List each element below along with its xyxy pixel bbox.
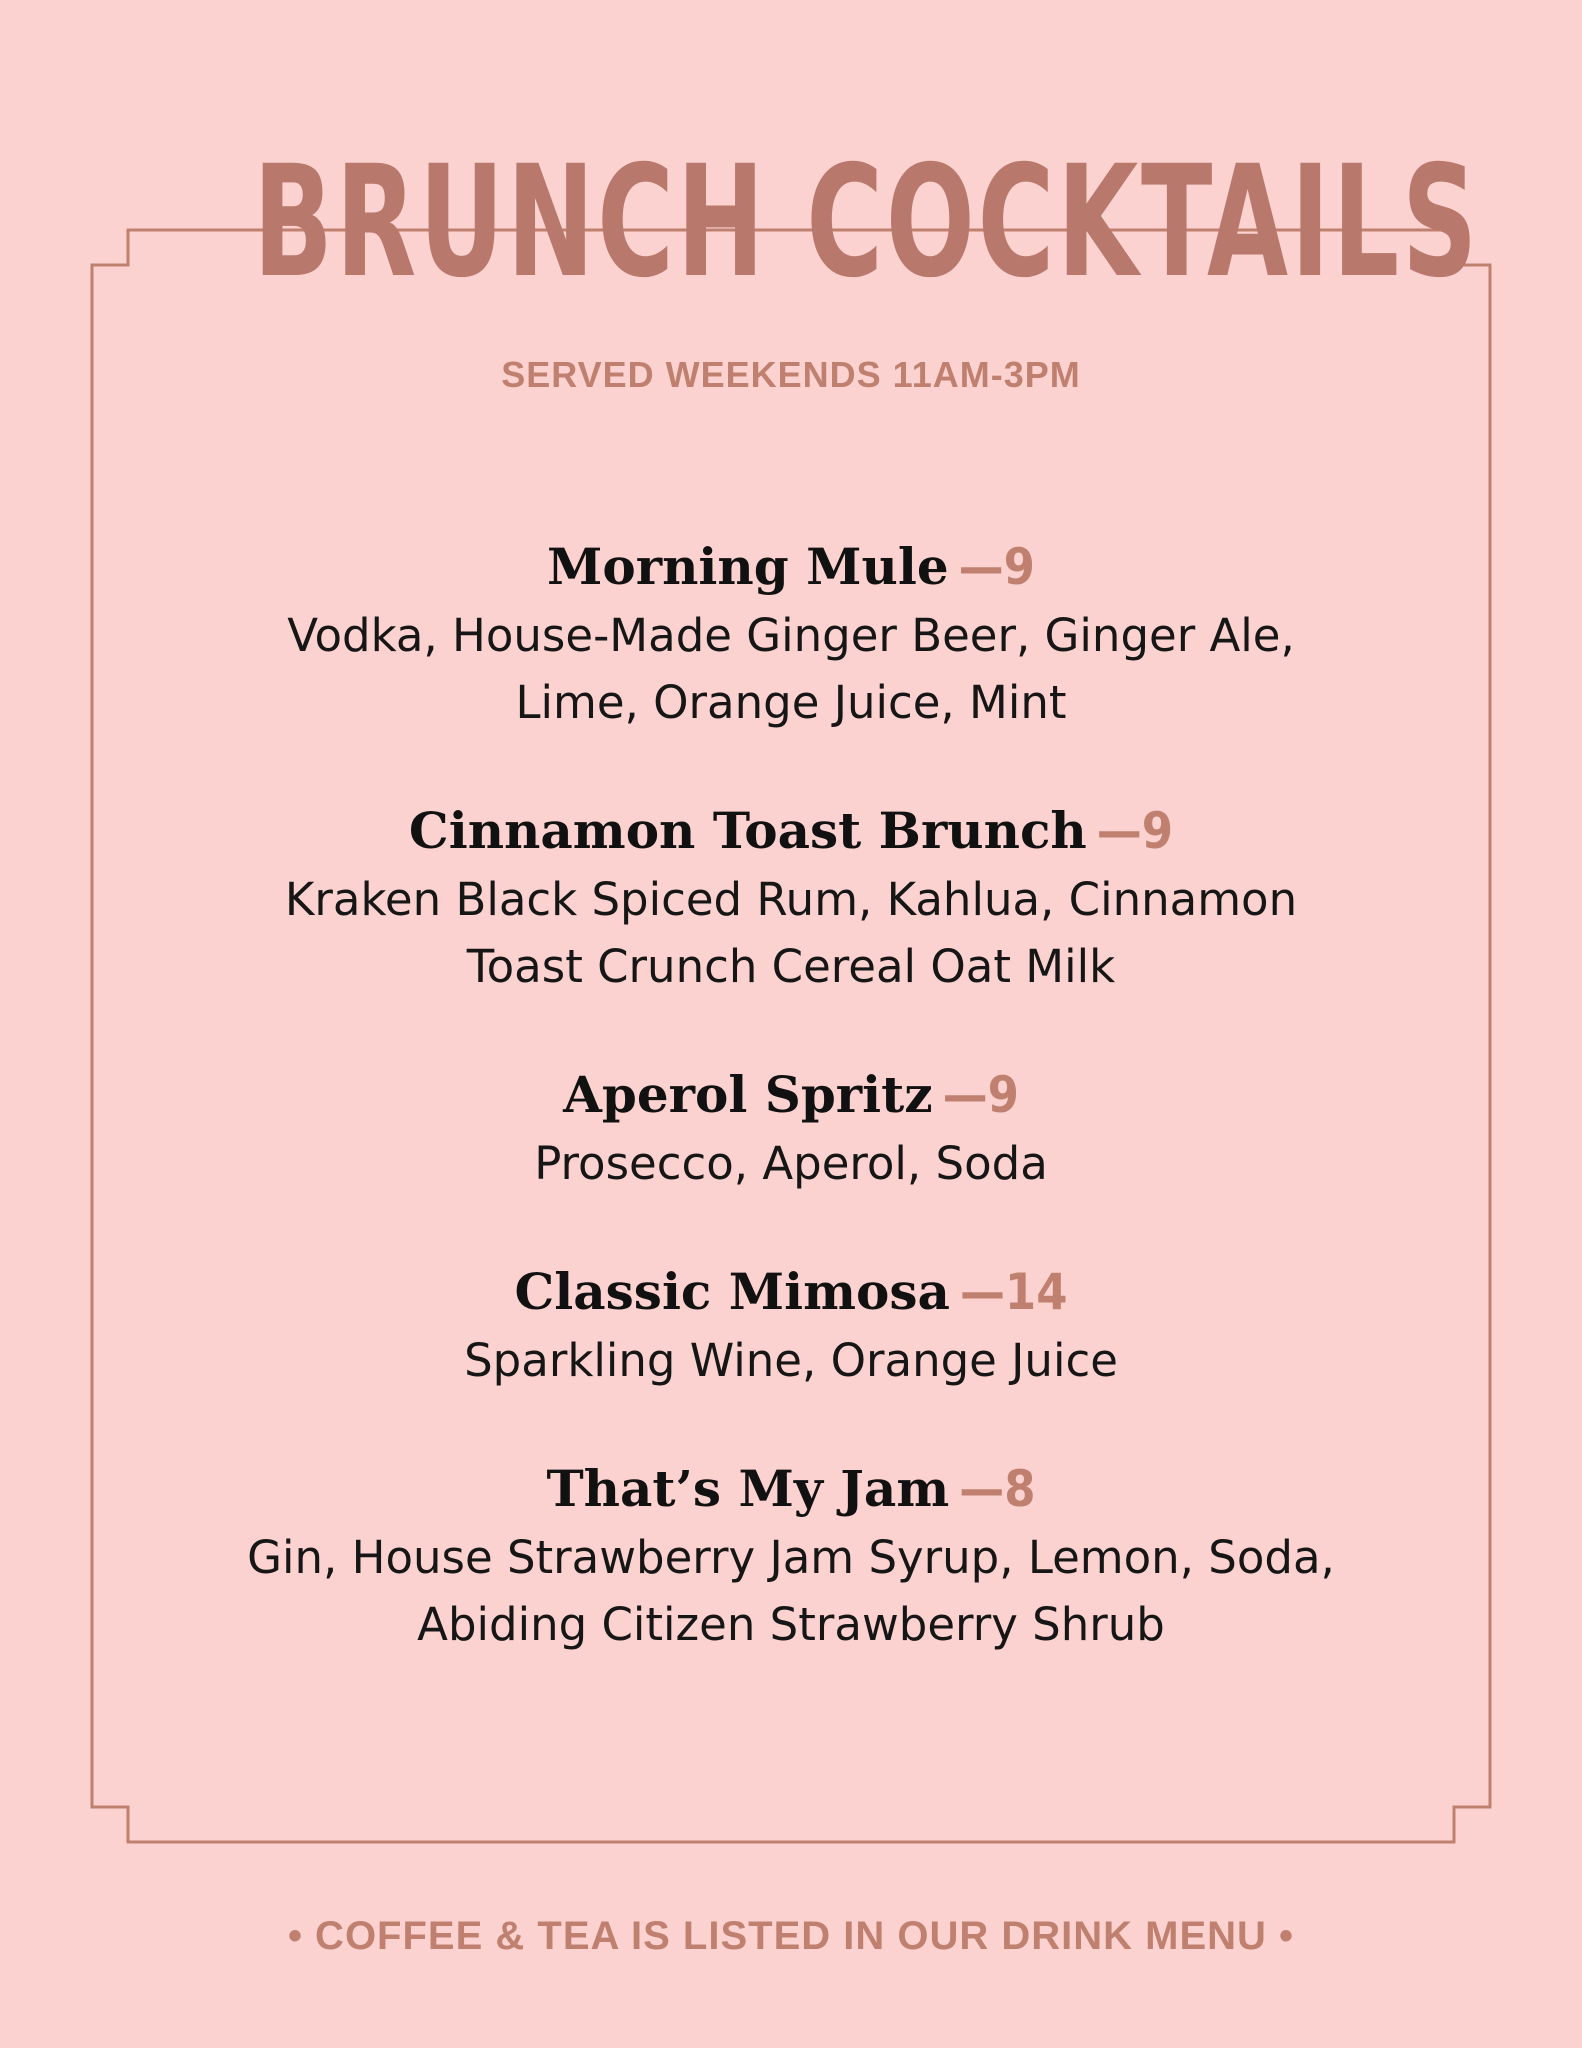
service-hours: SERVED WEEKENDS 11AM-3PM	[501, 354, 1081, 395]
item-description: Gin, House Strawberry Jam Syrup, Lemon, Soda, Abiding Citizen Strawberry Shrub	[247, 1531, 1335, 1651]
item-name: That’s My Jam	[546, 1459, 950, 1518]
cocktail-list	[0, 532, 1582, 1658]
item-price: —9	[942, 1066, 1019, 1124]
menu-item	[0, 796, 1582, 1000]
menu-item	[0, 1257, 1582, 1394]
menu-item	[0, 532, 1582, 736]
item-price: —14	[959, 1263, 1068, 1321]
menu-item	[0, 1454, 1582, 1658]
item-price: —9	[958, 538, 1035, 596]
item-name: Cinnamon Toast Brunch	[408, 801, 1087, 860]
item-price: —9	[1096, 802, 1174, 860]
item-description: Sparkling Wine, Orange Juice	[464, 1334, 1118, 1387]
page-title: BRUNCH COCKTAILS	[253, 133, 1481, 312]
item-name: Aperol Spritz	[563, 1065, 933, 1124]
item-price: —8	[959, 1460, 1036, 1518]
item-description: Vodka, House-Made Ginger Beer, Ginger Ale, Lime, Orange Juice, Mint	[287, 609, 1295, 729]
item-description: Prosecco, Aperol, Soda	[534, 1137, 1048, 1190]
item-name: Classic Mimosa	[514, 1262, 950, 1321]
menu-item	[0, 1060, 1582, 1197]
item-name: Morning Mule	[547, 537, 949, 596]
item-description: Kraken Black Spiced Rum, Kahlua, Cinnamon Toast Crunch Cereal Oat Milk	[284, 873, 1298, 993]
footer-note: • COFFEE & TEA IS LISTED IN OUR DRINK MENU •	[287, 1914, 1295, 1958]
